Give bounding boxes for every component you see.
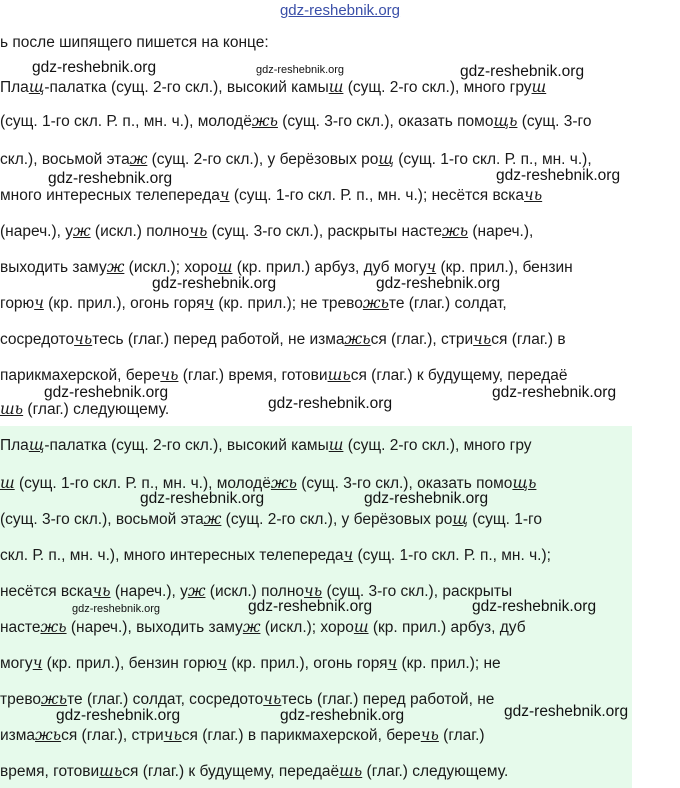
text-segment: (нареч.), у bbox=[110, 583, 188, 600]
highlighted-ending: жь bbox=[270, 474, 297, 492]
text-segment: (сущ. 1-го скл. Р. п., мн. ч.), bbox=[393, 151, 592, 168]
text-segment: много интересных телепереда bbox=[0, 187, 220, 204]
text-segment: изма bbox=[0, 727, 36, 744]
text-line bbox=[0, 78, 546, 97]
text-line bbox=[0, 186, 542, 205]
watermark: gdz-reshebnik.org bbox=[460, 63, 585, 80]
text-segment: (сущ. 2-го скл.), у берёзовых ро bbox=[147, 151, 379, 168]
highlighted-ending: ж bbox=[129, 150, 148, 168]
text-line bbox=[0, 726, 485, 745]
highlighted-ending: щ bbox=[28, 78, 45, 96]
text-line bbox=[0, 436, 532, 455]
highlighted-ending: жь bbox=[442, 222, 469, 240]
watermark: gdz-reshebnik.org bbox=[256, 64, 345, 76]
highlighted-ending: жь bbox=[251, 112, 278, 130]
text-segment: трево bbox=[0, 691, 42, 708]
text-segment: (кр. прил.) арбуз, дуб могу bbox=[232, 259, 427, 276]
text-segment: (сущ. 3-го bbox=[517, 113, 592, 130]
text-segment: (сущ. 1-го скл. Р. п., мн. ч.), молодё bbox=[14, 475, 271, 492]
highlighted-ending: шь bbox=[0, 400, 24, 418]
highlighted-ending: шь bbox=[327, 366, 351, 384]
highlighted-ending: чь bbox=[420, 726, 439, 744]
text-segment: (кр. прил.), огонь горя bbox=[226, 655, 388, 672]
text-line bbox=[0, 690, 494, 709]
text-segment: (сущ. 1-го скл. Р. п., мн. ч.); bbox=[353, 547, 551, 564]
highlighted-ending: ш bbox=[328, 436, 344, 454]
text-segment: (сущ. 3-го скл.), оказать помо bbox=[296, 475, 513, 492]
text-segment: (искл.) полно bbox=[205, 583, 305, 600]
text-line bbox=[0, 330, 566, 349]
text-segment: горю bbox=[0, 295, 35, 312]
highlighted-ending: чь bbox=[160, 366, 179, 384]
text-segment: насте bbox=[0, 619, 41, 636]
text-segment: тесь (глаг.) перед работой, не bbox=[281, 691, 495, 708]
text-segment: (глаг.) время, готови bbox=[178, 367, 328, 384]
highlighted-ending: ш bbox=[0, 474, 15, 492]
watermark: gdz-reshebnik.org bbox=[48, 170, 173, 187]
text-line bbox=[0, 618, 526, 637]
text-segment: (сущ. 1-го скл. Р. п., мн. ч.); несётся вска bbox=[229, 187, 525, 204]
highlighted-ending: щ bbox=[28, 436, 45, 454]
watermark: gdz-reshebnik.org bbox=[44, 384, 169, 401]
watermark: gdz-reshebnik.org bbox=[56, 707, 181, 724]
text-line bbox=[0, 150, 592, 169]
text-line bbox=[0, 366, 568, 385]
highlighted-ending: ж bbox=[72, 222, 91, 240]
text-segment: скл.), восьмой эта bbox=[0, 151, 130, 168]
text-segment: (искл.) полно bbox=[90, 223, 190, 240]
highlighted-ending: ч bbox=[426, 258, 437, 276]
text-segment: (кр. прил.) арбуз, дуб bbox=[368, 619, 526, 636]
watermark: gdz-reshebnik.org bbox=[492, 384, 617, 401]
highlighted-ending: чь bbox=[263, 690, 282, 708]
highlighted-ending: ч bbox=[217, 654, 227, 672]
highlighted-ending: ч bbox=[343, 546, 354, 564]
watermark: gdz-reshebnik.org bbox=[364, 490, 489, 507]
highlighted-ending: ш bbox=[328, 78, 344, 96]
site-header-link[interactable]: gdz-reshebnik.org bbox=[279, 2, 401, 19]
watermark: gdz-reshebnik.org bbox=[152, 275, 277, 292]
highlighted-ending: чь bbox=[189, 222, 208, 240]
highlighted-ending: чь bbox=[92, 582, 111, 600]
text-segment: выходить заму bbox=[0, 259, 107, 276]
highlighted-ending: ч bbox=[204, 294, 215, 312]
watermark: gdz-reshebnik.org bbox=[248, 598, 373, 615]
text-segment: ся (глаг.) к будущему, передаё bbox=[350, 367, 568, 384]
watermark: gdz-reshebnik.org bbox=[32, 59, 157, 76]
text-segment: (кр. прил.), бензин bbox=[436, 259, 573, 276]
text-line bbox=[0, 474, 536, 493]
watermark: gdz-reshebnik.org bbox=[72, 603, 161, 615]
text-segment: (сущ. 2-го скл.), у берёзовых ро bbox=[221, 511, 453, 528]
highlighted-ending: ч bbox=[219, 186, 230, 204]
highlighted-ending: ш bbox=[217, 258, 233, 276]
text-segment: (сущ. 3-го скл.), раскрыты bbox=[322, 583, 513, 600]
text-segment: (кр. прил.), бензин горю bbox=[42, 655, 218, 672]
text-segment: сосредото bbox=[0, 331, 75, 348]
rule-heading: ь после шипящего пишется на конце: bbox=[0, 34, 269, 51]
text-segment: Пла bbox=[0, 79, 29, 96]
highlighted-ending: ж bbox=[242, 618, 261, 636]
text-segment: могу bbox=[0, 655, 33, 672]
highlighted-ending: ч bbox=[34, 294, 44, 312]
watermark: gdz-reshebnik.org bbox=[268, 395, 393, 412]
text-segment: (нареч.), выходить заму bbox=[66, 619, 243, 636]
text-segment: ся (глаг.), стри bbox=[61, 727, 164, 744]
highlighted-ending: ж bbox=[203, 510, 222, 528]
highlighted-ending: чь bbox=[163, 726, 182, 744]
text-segment: скл. Р. п., мн. ч.), много интересных телепереда bbox=[0, 547, 344, 564]
highlighted-ending: шь bbox=[339, 762, 363, 780]
highlighted-ending: щ bbox=[452, 510, 468, 528]
watermark: gdz-reshebnik.org bbox=[140, 490, 265, 507]
text-line bbox=[0, 258, 573, 277]
text-segment: (нареч.), bbox=[468, 223, 534, 240]
text-segment: (сущ. 2-го скл.), много гру bbox=[343, 437, 532, 454]
text-line bbox=[0, 654, 501, 673]
text-segment: (искл.); хоро bbox=[260, 619, 354, 636]
text-line bbox=[0, 222, 533, 241]
watermark: gdz-reshebnik.org bbox=[280, 707, 405, 724]
watermark: gdz-reshebnik.org bbox=[504, 703, 629, 720]
text-segment: ся (глаг.), стри bbox=[370, 331, 474, 348]
text-segment: несётся вска bbox=[0, 583, 93, 600]
text-segment: Пла bbox=[0, 437, 29, 454]
watermark: gdz-reshebnik.org bbox=[496, 167, 621, 184]
highlighted-ending: ч bbox=[32, 654, 43, 672]
text-segment: (сущ. 3-го скл.), оказать помо bbox=[277, 113, 494, 130]
text-segment: (сущ. 2-го скл.), много гру bbox=[343, 79, 532, 96]
text-segment: (кр. прил.); не bbox=[397, 655, 501, 672]
text-segment: время, готови bbox=[0, 763, 100, 780]
highlighted-ending: ш bbox=[531, 78, 547, 96]
highlighted-ending: жь bbox=[362, 294, 389, 312]
text-segment: ся (глаг.) к будущему, передаё bbox=[122, 763, 340, 780]
text-segment: (кр. прил.); не трево bbox=[214, 295, 363, 312]
text-segment: (глаг.) следующему. bbox=[23, 401, 170, 418]
highlighted-ending: чь bbox=[304, 582, 323, 600]
text-segment: парикмахерской, бере bbox=[0, 367, 161, 384]
text-line bbox=[0, 510, 542, 529]
text-segment: (сущ. 3-го скл.), раскрыты насте bbox=[207, 223, 443, 240]
highlighted-ending: щь bbox=[493, 112, 518, 130]
watermark: gdz-reshebnik.org bbox=[472, 598, 597, 615]
highlighted-ending: щь bbox=[512, 474, 537, 492]
text-segment: -палатка (сущ. 2-го скл.), высокий камы bbox=[44, 437, 329, 454]
text-line bbox=[0, 582, 512, 601]
text-segment: (нареч.), у bbox=[0, 223, 73, 240]
highlighted-ending: жь bbox=[40, 618, 67, 636]
highlighted-ending: чь bbox=[473, 330, 492, 348]
highlighted-ending: ж bbox=[187, 582, 206, 600]
text-segment: ся (глаг.) в парикмахерской, бере bbox=[181, 727, 421, 744]
text-segment: (сущ. 3-го скл.), восьмой эта bbox=[0, 511, 204, 528]
text-line bbox=[0, 400, 169, 419]
text-segment: те (глаг.) солдат, сосредото bbox=[67, 691, 264, 708]
highlighted-ending: щ bbox=[378, 150, 394, 168]
highlighted-ending: жь bbox=[41, 690, 68, 708]
text-line bbox=[0, 294, 507, 313]
text-segment: (искл.); хоро bbox=[124, 259, 218, 276]
text-segment: ся (глаг.) в bbox=[491, 331, 566, 348]
text-segment: (сущ. 1-го скл. Р. п., мн. ч.), молодё bbox=[0, 113, 252, 130]
highlighted-ending: шь bbox=[99, 762, 123, 780]
text-segment: (сущ. 1-го bbox=[467, 511, 542, 528]
text-line bbox=[0, 112, 591, 131]
highlighted-ending: ш bbox=[353, 618, 369, 636]
text-segment: (глаг.) следующему. bbox=[362, 763, 509, 780]
text-segment: (кр. прил.), огонь горя bbox=[43, 295, 205, 312]
highlighted-ending: ч bbox=[387, 654, 398, 672]
highlighted-ending: чь bbox=[524, 186, 543, 204]
text-line bbox=[0, 546, 551, 565]
text-segment: (глаг.) bbox=[438, 727, 485, 744]
text-segment: тесь (глаг.) перед работой, не изма bbox=[92, 331, 345, 348]
text-segment: те (глаг.) солдат, bbox=[388, 295, 507, 312]
text-segment: -палатка (сущ. 2-го скл.), высокий камы bbox=[44, 79, 329, 96]
highlighted-ending: жь bbox=[35, 726, 62, 744]
watermark: gdz-reshebnik.org bbox=[376, 275, 501, 292]
highlighted-ending: чь bbox=[74, 330, 93, 348]
highlighted-ending: ж bbox=[106, 258, 125, 276]
text-line bbox=[0, 762, 508, 781]
highlighted-ending: жь bbox=[344, 330, 371, 348]
